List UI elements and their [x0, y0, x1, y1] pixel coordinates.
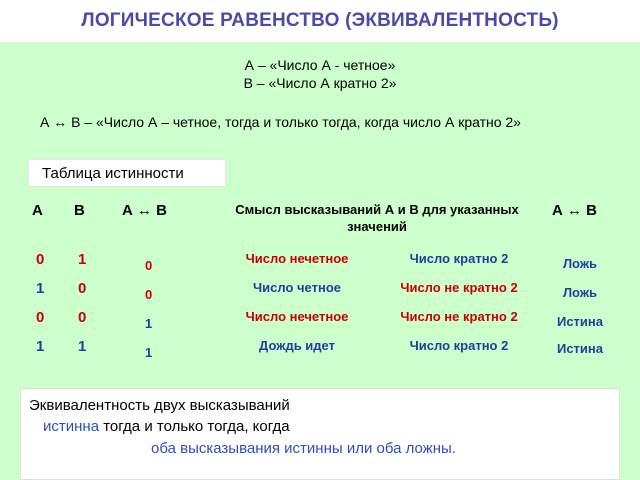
table-cell-a: 0: [36, 309, 45, 326]
table-cell-result: Ложь: [562, 285, 598, 300]
summary-box: [20, 388, 620, 480]
table-cell-b: 0: [78, 280, 87, 297]
table-cell-b: 0: [78, 309, 87, 326]
table-cell-meaning-a: Число нечетное: [245, 309, 349, 324]
header-a-eq-b: А ↔ В: [122, 202, 167, 219]
table-cell-eq: 1: [145, 345, 153, 360]
table-cell-eq: 1: [145, 316, 153, 331]
table-cell-a: 1: [36, 280, 45, 297]
table-cell-b: 1: [78, 251, 87, 268]
header-result: А ↔ В: [552, 202, 597, 219]
definition-a: А – «Число А - четное»: [244, 57, 396, 73]
summary-highlight: истинна: [43, 418, 100, 435]
page-title: ЛОГИЧЕСКОЕ РАВЕНСТВО (ЭКВИВАЛЕНТНОСТЬ): [81, 10, 559, 31]
summary-line-3: оба высказывания истинны или оба ложны.: [151, 440, 456, 457]
summary-line-2: [43, 416, 290, 437]
table-cell-meaning-b: Число кратно 2: [409, 338, 509, 353]
header-a: А: [32, 202, 43, 219]
definition-b: В – «Число А кратно 2»: [243, 75, 397, 91]
table-cell-b: 1: [78, 338, 87, 355]
table-cell-meaning-b: Число кратно 2: [409, 251, 509, 266]
table-cell-result: Истина: [556, 341, 603, 356]
table-cell-eq: 0: [145, 258, 153, 273]
table-cell-meaning-a: Число нечетное: [245, 251, 349, 266]
table-cell-result: Ложь: [562, 256, 598, 271]
table-cell-meaning-a: Число четное: [253, 280, 341, 295]
table-cell-a: 0: [36, 251, 45, 268]
summary-line-1: Эквивалентность двух высказываний: [29, 397, 290, 414]
table-cell-meaning-a: Дождь идет: [259, 338, 335, 353]
table-cell-eq: 0: [145, 287, 153, 302]
table-cell-meaning-b: Число не кратно 2: [400, 280, 518, 295]
table-cell-a: 1: [36, 338, 45, 355]
definitions: [0, 56, 640, 92]
header-b: В: [74, 202, 85, 219]
truth-table-label: Таблица истинности: [28, 159, 226, 187]
equivalence-statement: А ↔ В – «Число А – четное, тогда и только тогда, когда число А кратно 2»: [40, 114, 521, 130]
table-cell-result: Истина: [556, 314, 603, 329]
header-meaning: Смысл высказываний А и В для указанных значений: [235, 202, 519, 234]
summary-line-2-rest: тогда и только тогда, когда: [99, 418, 290, 435]
table-cell-meaning-b: Число не кратно 2: [400, 309, 518, 324]
